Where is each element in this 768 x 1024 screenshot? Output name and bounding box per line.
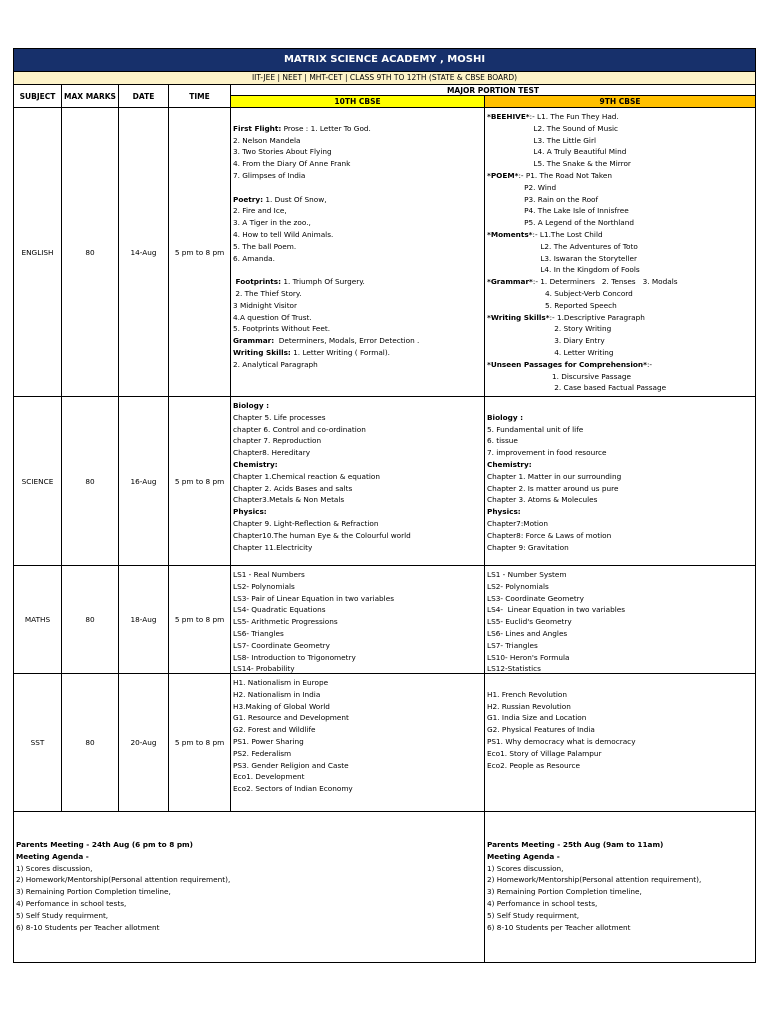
content-line-bold: Chemistry: (487, 459, 532, 469)
content-line (233, 253, 484, 265)
content-line-bold: Chemistry: (233, 459, 278, 469)
header-max-marks: MAX MARKS (62, 85, 119, 108)
content-line (233, 424, 484, 436)
content-line (487, 581, 755, 593)
content-line-text: L3. Iswaran the Storyteller (487, 253, 637, 263)
page-subtitle: IIT-JEE | NEET | MHT-CET | CLASS 9TH TO 12TH (STATE & CBSE BOARD) (14, 72, 755, 85)
content-line (233, 542, 484, 554)
content-line-text: Chapter 11.Electricity (233, 542, 313, 552)
content-line-bold: Physics: (487, 507, 521, 517)
tenth-cbse-portion (231, 108, 485, 397)
content-line-text: Chapter7:Motion (487, 518, 549, 528)
content-line-text: 1. Letter Writing ( Formal). (290, 347, 390, 357)
content-line-bold: *Moments* (487, 229, 533, 239)
content-line (487, 518, 755, 530)
content-line-text: PS1. Power Sharing (233, 736, 304, 746)
content-line-bold: *Unseen Passages for Comprehension* (487, 359, 647, 369)
content-line (233, 194, 484, 206)
content-line-text: H2. Russian Revolution (487, 701, 571, 711)
content-line (233, 760, 484, 772)
content-line-bold: Writing Skills: (233, 347, 291, 357)
content-line-text: L3. The Little Girl (487, 135, 596, 145)
schedule-sheet (13, 48, 756, 963)
content-line (233, 652, 484, 664)
time-cell: 5 pm to 8 pm (169, 674, 231, 812)
content-line (487, 424, 755, 436)
content-line-text: 5. Fundamental unit of life (487, 424, 584, 434)
content-line-text: Eco2. People as Resource (487, 760, 580, 770)
content-line-text: 6) 8-10 Students per Teacher allotment (16, 922, 160, 932)
content-line (233, 689, 484, 701)
content-line (487, 241, 755, 253)
content-line (233, 447, 484, 459)
content-line (233, 483, 484, 495)
content-line-bold: Meeting Agenda - (487, 851, 560, 861)
content-line (487, 194, 755, 206)
content-line-text: :- P1. The Road Not Taken (518, 170, 612, 180)
content-line (487, 182, 755, 194)
content-line-text: LS6- Lines and Angles (487, 628, 568, 638)
content-line-text: 2) Homework/Mentorship(Personal attention requirement), (487, 875, 702, 885)
content-line (233, 736, 484, 748)
content-line-text: 2) Homework/Mentorship(Personal attention requirement), (16, 875, 231, 885)
content-line-text: LS3- Pair of Linear Equation in two variables (233, 593, 394, 603)
content-line-text: Chapter8: Force & Laws of motion (487, 530, 612, 540)
content-line (487, 886, 755, 898)
content-line (233, 724, 484, 736)
content-line (233, 158, 484, 170)
content-line-text: G2. Physical Features of India (487, 725, 595, 735)
content-line-text: LS4- Quadratic Equations (233, 605, 326, 615)
tenth-cbse-portion (231, 397, 485, 566)
content-line-text: :- 1.Descriptive Paragraph (549, 312, 645, 322)
content-line-text: Chapter10.The human Eye & the Colourful world (233, 530, 411, 540)
content-line (233, 783, 484, 795)
content-line (233, 323, 484, 335)
max-marks-cell: 80 (62, 566, 119, 674)
content-line (487, 839, 755, 851)
content-line-text: 1. Discursive Passage (487, 371, 632, 381)
content-line (233, 506, 484, 518)
content-line-text: LS6- Triangles (233, 628, 284, 638)
content-line (487, 382, 755, 394)
content-line-text: 5. Reported Speech (487, 300, 617, 310)
content-line (233, 771, 484, 783)
content-line-text: 3. A Tiger in the zoo., (233, 218, 311, 228)
content-line-text: G1. Resource and Development (233, 713, 349, 723)
content-line (487, 530, 755, 542)
date-cell: 16-Aug (119, 397, 169, 566)
content-line (233, 604, 484, 616)
content-line (233, 677, 484, 689)
page-title: MATRIX SCIENCE ACADEMY , MOSHI (14, 49, 755, 72)
content-line (487, 652, 755, 664)
content-line (487, 459, 755, 471)
content-line-text (233, 112, 235, 121)
content-line-text: LS3- Coordinate Geometry (487, 593, 584, 603)
content-line (487, 447, 755, 459)
content-line-text (487, 401, 489, 410)
content-line-text: 3. Two Stories About Flying (233, 147, 332, 157)
content-line (233, 712, 484, 724)
content-line-text (233, 265, 235, 274)
content-line-bold: Parents Meeting - 24th Aug (6 pm to 8 pm) (16, 840, 193, 849)
content-line-bold: Biology : (487, 412, 524, 422)
content-line (487, 922, 755, 934)
content-line (487, 640, 755, 652)
tenth-cbse-portion (231, 674, 485, 812)
content-line (16, 898, 484, 910)
content-line-text: Chapter8. Hereditary (233, 448, 311, 458)
content-line-text: PS2. Federalism (233, 748, 292, 758)
max-marks-cell: 80 (62, 674, 119, 812)
content-line (233, 312, 484, 324)
content-line (487, 146, 755, 158)
content-line-text: chapter 7. Reproduction (233, 436, 322, 446)
header-time: TIME (169, 85, 231, 108)
content-line (233, 459, 484, 471)
content-line-text: L5. The Snake & the Mirror (487, 159, 631, 169)
content-line-text: P3. Rain on the Roof (487, 194, 599, 204)
content-line-text: PS1. Why democracy what is democracy (487, 736, 636, 746)
content-line-text: G1. India Size and Location (487, 713, 587, 723)
content-line-text: P4. The Lake Isle of Innisfree (487, 206, 629, 216)
content-line-text: 6. tissue (487, 436, 518, 446)
content-line-text: L2. The Adventures of Toto (487, 241, 638, 251)
content-line-bold: Biology : (233, 401, 270, 410)
content-line (233, 229, 484, 241)
content-line-text: G2. Forest and Wildlife (233, 725, 316, 735)
content-line-text: Chapter 9: Gravitation (487, 542, 569, 552)
content-line (487, 264, 755, 276)
content-line (233, 569, 484, 581)
content-line (487, 347, 755, 359)
content-line-text: 5. The ball Poem. (233, 241, 297, 251)
tenth-cbse-portion (231, 566, 485, 674)
content-line (487, 898, 755, 910)
content-line-text: LS7- Triangles (487, 640, 538, 650)
content-line-text: 2. Fire and Ice, (233, 206, 287, 216)
content-line (487, 435, 755, 447)
content-line (233, 581, 484, 593)
content-line (487, 736, 755, 748)
content-line-text: Chapter 2. Acids Bases and salts (233, 483, 353, 493)
content-line-bold: First Flight: (233, 123, 282, 133)
content-line (487, 111, 755, 123)
content-line (233, 471, 484, 483)
date-cell: 20-Aug (119, 674, 169, 812)
content-line-bold: *POEM* (487, 170, 519, 180)
content-line-text: 1) Scores discussion, (16, 863, 93, 873)
content-line-text: 4.A question Of Trust. (233, 312, 312, 322)
content-line (233, 347, 484, 359)
content-line (233, 530, 484, 542)
content-line (233, 146, 484, 158)
content-line (16, 863, 484, 875)
content-line-bold: Meeting Agenda - (16, 851, 89, 861)
content-line (487, 677, 755, 689)
content-line-text: L4. In the Kingdom of Fools (487, 265, 640, 275)
content-line (487, 412, 755, 424)
content-line-text: 5. Footprints Without Feet. (233, 324, 331, 334)
content-line-text: 4) Perfomance in school tests, (487, 898, 598, 908)
content-line (233, 435, 484, 447)
content-line (487, 616, 755, 628)
content-line-text: 1. Triumph Of Surgery. (281, 277, 365, 287)
content-line-text: 7. Glimpses of India (233, 170, 306, 180)
content-line (233, 400, 484, 412)
content-line-bold: *Writing Skills* (487, 312, 550, 322)
max-marks-cell: 80 (62, 108, 119, 397)
content-line (487, 400, 755, 412)
content-line (233, 593, 484, 605)
content-line-text: 3) Remaining Portion Completion timeline, (16, 887, 171, 897)
content-line-text: 4. How to tell Wild Animals. (233, 229, 334, 239)
content-line-bold: Poetry: (233, 194, 264, 204)
content-line-text: 4) Perfomance in school tests, (16, 898, 127, 908)
content-line (233, 111, 484, 123)
content-line (487, 323, 755, 335)
content-line-text: 4. Subject-Verb Concord (487, 288, 633, 298)
content-line-text: LS12-Statistics (487, 664, 541, 674)
content-line (487, 483, 755, 495)
max-marks-cell: 80 (62, 397, 119, 566)
content-line-bold: Physics: (233, 507, 267, 517)
content-line-text: Chapter3.Metals & Non Metals (233, 495, 345, 505)
content-line (487, 300, 755, 312)
header-10th-cbse: 10TH CBSE (231, 96, 485, 108)
content-line-text (487, 678, 489, 687)
content-line-text: Chapter 5. Life processes (233, 412, 326, 422)
content-line (487, 158, 755, 170)
content-line-text: Chapter 9. Light-Reflection & Refraction (233, 518, 379, 528)
content-line-text: 2. Case based Factual Passage (487, 383, 667, 393)
content-line (487, 253, 755, 265)
content-line (233, 217, 484, 229)
content-line (487, 288, 755, 300)
content-line-text: 2. The Thief Story. (233, 288, 302, 298)
content-line (487, 494, 755, 506)
content-line-text: 2. Nelson Mandela (233, 135, 301, 145)
content-line (233, 628, 484, 640)
time-cell: 5 pm to 8 pm (169, 108, 231, 397)
content-line (487, 506, 755, 518)
content-line-text: H1. French Revolution (487, 689, 567, 699)
content-line-text: 3. Diary Entry (487, 336, 605, 346)
content-line (16, 910, 484, 922)
content-line (233, 264, 484, 276)
content-line-text: Chapter 3. Atoms & Molecules (487, 495, 598, 505)
content-line (233, 182, 484, 194)
content-line-text: :- (646, 359, 653, 369)
content-line-text: Eco2. Sectors of Indian Economy (233, 784, 353, 794)
content-line (487, 863, 755, 875)
content-line-text: chapter 6. Control and co-ordination (233, 424, 366, 434)
content-line (487, 276, 755, 288)
content-line-text: Chapter 1. Matter in our surrounding (487, 471, 622, 481)
content-line (487, 542, 755, 554)
content-line-text: LS10- Heron's Formula (487, 652, 570, 662)
content-line (487, 910, 755, 922)
content-line-text: 3) Remaining Portion Completion timeline, (487, 887, 642, 897)
content-line (487, 593, 755, 605)
content-line (487, 760, 755, 772)
content-line (233, 205, 484, 217)
content-line-text: P5. A Legend of the Northland (487, 218, 635, 228)
header-9th-cbse: 9TH CBSE (485, 96, 755, 108)
content-line-text: H2. Nationalism in India (233, 689, 321, 699)
content-line-text: 6. Amanda. (233, 253, 275, 263)
content-line-text: LS4- Linear Equation in two variables (487, 605, 626, 615)
content-line (487, 312, 755, 324)
subject-cell: SST (14, 674, 62, 812)
content-line (487, 371, 755, 383)
content-line (233, 335, 484, 347)
content-line-text: 1) Scores discussion, (487, 863, 564, 873)
content-line (487, 712, 755, 724)
time-cell: 5 pm to 8 pm (169, 566, 231, 674)
header-date: DATE (119, 85, 169, 108)
content-line (16, 851, 484, 863)
time-cell: 5 pm to 8 pm (169, 397, 231, 566)
ninth-cbse-portion (485, 674, 755, 812)
ninth-cbse-portion (485, 108, 755, 397)
parents-meeting-10th (14, 812, 485, 963)
content-line (487, 851, 755, 863)
content-line-text: L2. The Sound of Music (487, 123, 619, 133)
content-line (233, 701, 484, 713)
content-line-text: LS14- Probability (233, 664, 295, 674)
subject-cell: ENGLISH (14, 108, 62, 397)
content-line (233, 276, 484, 288)
content-line-text: 6) 8-10 Students per Teacher allotment (487, 922, 631, 932)
content-line (233, 748, 484, 760)
content-line-text: P2. Wind (487, 182, 557, 192)
content-line-bold: *BEEHIVE* (487, 112, 530, 121)
parents-meeting-9th (485, 812, 755, 963)
content-line (16, 922, 484, 934)
content-line (233, 135, 484, 147)
content-line-text: Eco1. Story of Village Palampur (487, 748, 602, 758)
content-line-bold: Parents Meeting - 25th Aug (9am to 11am) (487, 840, 664, 849)
content-line (233, 494, 484, 506)
content-line (487, 701, 755, 713)
content-line (233, 518, 484, 530)
content-line-text: Prose : 1. Letter To God. (281, 123, 371, 133)
content-line-text: Determiners, Modals, Error Detection . (274, 336, 420, 346)
content-line-text: LS1 - Number System (487, 570, 567, 579)
date-cell: 18-Aug (119, 566, 169, 674)
content-line (16, 886, 484, 898)
content-line (487, 170, 755, 182)
content-line-text: LS7- Coordinate Geometry (233, 640, 330, 650)
content-line (487, 229, 755, 241)
header-subject: SUBJECT (14, 85, 62, 108)
content-line (233, 123, 484, 135)
content-line-text: 2. Analytical Paragraph (233, 359, 318, 369)
content-line (233, 241, 484, 253)
content-line (487, 217, 755, 229)
content-line (487, 569, 755, 581)
content-line (487, 471, 755, 483)
content-line (487, 628, 755, 640)
ninth-cbse-portion (485, 397, 755, 566)
content-line (487, 359, 755, 371)
content-line-text (233, 183, 235, 192)
content-line (16, 874, 484, 886)
content-line-text: H3.Making of Global World (233, 701, 330, 711)
content-line-text: :- L1. The Fun They Had. (529, 112, 619, 121)
content-line (233, 412, 484, 424)
header-major-portion-test: MAJOR PORTION TEST (231, 85, 755, 96)
content-line-text: 4. From the Diary Of Anne Frank (233, 159, 351, 169)
content-line (16, 839, 484, 851)
content-line-text: :- L1.The Lost Child (532, 229, 603, 239)
content-line-text: LS1 - Real Numbers (233, 570, 305, 579)
content-line-text: 4. Letter Writing (487, 347, 614, 357)
content-line-text: 3 Midnight Visitor (233, 300, 298, 310)
content-line-text: Chapter 1.Chemical reaction & equation (233, 471, 380, 481)
content-line (487, 135, 755, 147)
content-line (233, 640, 484, 652)
content-line-text: H1. Nationalism in Europe (233, 678, 329, 687)
content-line (487, 335, 755, 347)
content-line-text: LS2- Polynomials (233, 581, 295, 591)
content-line-bold: Footprints: (233, 277, 282, 287)
content-line (487, 724, 755, 736)
content-line-text: PS3. Gender Religion and Caste (233, 760, 349, 770)
content-line (233, 359, 484, 371)
content-line-text: Eco1. Development (233, 772, 305, 782)
content-line (233, 170, 484, 182)
content-line (233, 616, 484, 628)
content-line-text: 1. Dust Of Snow, (263, 194, 327, 204)
content-line (487, 604, 755, 616)
content-line-text: :- 1. Determiners 2. Tenses 3. Modals (532, 277, 678, 287)
content-line-text: LS8- Introduction to Trigonometry (233, 652, 356, 662)
content-line (233, 300, 484, 312)
content-line (487, 689, 755, 701)
subject-cell: MATHS (14, 566, 62, 674)
content-line-bold: Grammar: (233, 336, 275, 346)
date-cell: 14-Aug (119, 108, 169, 397)
content-line-text: 5) Self Study requirment, (16, 910, 109, 920)
content-line-text: L4. A Truly Beautiful Mind (487, 147, 627, 157)
content-line (487, 205, 755, 217)
content-line (487, 123, 755, 135)
content-line-text: LS2- Polynomials (487, 581, 549, 591)
content-line (233, 288, 484, 300)
content-line-text: 5) Self Study requirment, (487, 910, 580, 920)
content-line (487, 874, 755, 886)
content-line-text: 2. Story Writing (487, 324, 612, 334)
content-line-text: Chapter 2. Is matter around us pure (487, 483, 619, 493)
content-line-bold: *Grammar* (487, 277, 533, 287)
content-line-text: LS5- Arithmetic Progressions (233, 617, 338, 627)
ninth-cbse-portion (485, 566, 755, 674)
subject-cell: SCIENCE (14, 397, 62, 566)
content-line-text: 7. improvement in food resource (487, 448, 607, 458)
content-line-text: LS5- Euclid's Geometry (487, 617, 572, 627)
content-line (487, 748, 755, 760)
